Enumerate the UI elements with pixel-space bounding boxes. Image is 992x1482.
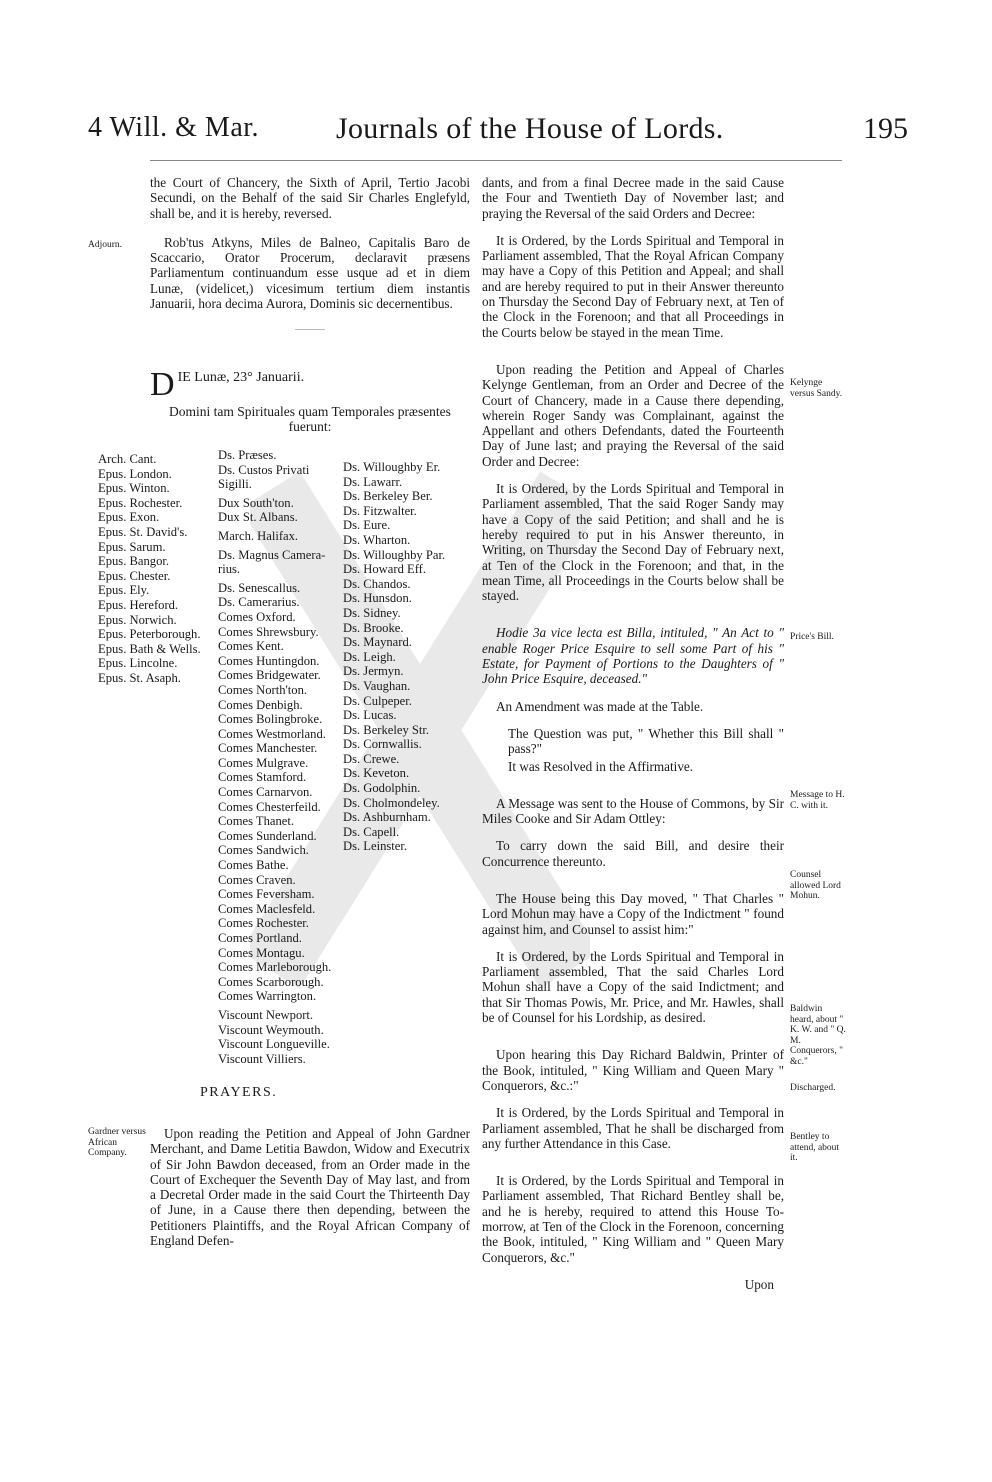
lord-name: Comes Oxford.: [218, 609, 296, 624]
lord-name: Epus. Exon.: [98, 510, 160, 525]
lord-name: March. Halifax.: [218, 528, 299, 543]
header-regnal-year: 4 Will. & Mar.: [88, 112, 260, 143]
lord-name: Epus. Bangor.: [98, 554, 170, 569]
lord-name: Viscount Newport.: [218, 1007, 314, 1022]
margin-note-bentley: Bentley to attend, about it.: [790, 1132, 840, 1163]
lord-name: Comes Stamford.: [218, 770, 307, 785]
lord-name: Epus. Hereford.: [98, 597, 179, 612]
lord-name: Ds. Brooke.: [343, 620, 404, 635]
lord-name: Ds. Wharton.: [343, 532, 411, 547]
lord-name: Sigilli.: [218, 477, 252, 492]
catchword: Upon: [744, 1276, 774, 1292]
lord-name: Ds. Willoughby Er.: [343, 460, 441, 474]
lord-name: Epus. Rochester.: [98, 495, 183, 510]
lord-name: Ds. Præses.: [218, 448, 277, 462]
lord-name: Comes Westmorland.: [218, 726, 326, 741]
lord-name: Comes Mulgrave.: [218, 755, 309, 770]
attendance-heading-line1: Domini tam Spirituales quam Temporales præsentes: [169, 403, 451, 419]
lord-name: Epus. Bath & Wells.: [98, 641, 201, 656]
right-p6: An Amendment was made at the Table.: [496, 698, 704, 714]
lord-name: Epus. Norwich.: [98, 612, 177, 627]
lord-name: Comes Montagu.: [218, 945, 305, 960]
lord-name: Epus. Ely.: [98, 583, 150, 598]
margin-note-adjourn: Adjourn.: [88, 240, 123, 250]
lord-name: Viscount Villiers.: [218, 1051, 306, 1066]
gardner-paragraph: Upon reading the Petition and Appeal of John Gardner Merchant, and Dame Letitia Bawdon, Widow and Executrix of Sir John Bawdon deceased, from an Order made in the Court of Exchequer the Seventh Day of May last, and from a Decretal Order made in the said Court the Thirteenth Day of June, in a Cause there then depending, between the Petitioners Plaintiffs, and the Royal African Company of England Defen-: [150, 1126, 470, 1249]
lord-name: Epus. Sarum.: [98, 539, 166, 554]
lord-name: Ds. Howard Eff.: [343, 562, 427, 577]
lord-name: Comes North'ton.: [218, 682, 308, 697]
lord-name: Ds. Lucas.: [343, 708, 397, 723]
lord-name: Ds. Crewe.: [343, 751, 400, 766]
lord-name: Ds. Senescallus.: [218, 580, 301, 595]
lords-list-temporal-1: [218, 448, 331, 1066]
opening-paragraph: the Court of Chancery, the Sixth of April, Tertio Jacobi Secundi, on the Behalf of the said Sir Charles Englefyld, shall be, and it is hereby, reversed.: [150, 175, 470, 221]
lord-name: Ds. Maynard.: [343, 635, 412, 650]
margin-note-discharged: Discharged.: [790, 1083, 836, 1093]
lord-name: rius.: [218, 562, 241, 577]
lord-name: Ds. Fitzwalter.: [343, 503, 417, 518]
lord-name: Comes Sunderland.: [218, 828, 317, 843]
margin-note-message: Message to H. C. with it.: [790, 790, 845, 811]
prayers-heading: PRAYERS.: [200, 1085, 278, 1100]
lord-name: Viscount Weymouth.: [218, 1022, 324, 1037]
right-p2: It is Ordered, by the Lords Spiritual and Temporal in Parliament assembled, That the Royal African Company may have a Copy of this Petition and Appeal; and shall and are hereby required to put in their Answer thereunto on Thursday the Second Day of February next, at Ten of the Clock in the Forenoon; and that all Proceedings in the Courts below be stayed in the mean Time.: [482, 232, 784, 340]
lord-name: Ds. Capell.: [343, 824, 400, 839]
lord-name: Viscount Longueville.: [218, 1037, 330, 1052]
lord-name: Ds. Godolphin.: [343, 781, 421, 796]
lord-name: Comes Feversham.: [218, 887, 315, 902]
lord-name: Comes Bolingbroke.: [218, 712, 323, 727]
right-p3: Upon reading the Petition and Appeal of Charles Kelynge Gentleman, from an Order and Decree of the Court of Chancery, made in a Cause there depending, wherein Roger Sandy was Complainant, against the Appellant and others Defendants, dated the Fourteenth Day of June last; and praying the Reversal of the said Order and Decree:: [482, 361, 784, 469]
header-title: Journals of the House of Lords.: [336, 112, 724, 145]
lord-name: Dux St. Albans.: [218, 510, 298, 525]
lord-name: Ds. Eure.: [343, 518, 391, 533]
lord-name: Ds. Cornwallis.: [343, 737, 422, 752]
lord-name: Comes Manchester.: [218, 741, 318, 756]
attendance-heading-line2: fuerunt:: [288, 418, 332, 434]
adjournment-paragraph: Rob'tus Atkyns, Miles de Balneo, Capitalis Baro de Scaccario, Orator Procerum, declaravit præsens Parliamentum continuandum esse usque ad et in diem Lunæ, (videlicet,) vicesimum tertium diem instantis Januarii, hora decima Aurora, Dominis sic decernentibus.: [150, 234, 470, 312]
lord-name: Ds. Magnus Camera-: [218, 547, 326, 562]
margin-note-price: Price's Bill.: [790, 632, 834, 642]
lord-name: Epus. St. Asaph.: [98, 670, 181, 685]
left-column: [150, 175, 470, 448]
lord-name: Ds. Jermyn.: [343, 664, 404, 679]
lord-name: Comes Huntingdon.: [218, 653, 320, 668]
lord-name: Comes Shrewsbury.: [218, 624, 319, 639]
lord-name: Ds. Berkeley Str.: [343, 722, 430, 737]
right-p14: It is Ordered, by the Lords Spiritual and Temporal in Parliament assembled, That he shall be discharged from any further Attendance in this Case.: [482, 1105, 784, 1151]
margin-note-baldwin: Baldwin heard, about " K. W. and " Q. M. Conquerors, " &c.": [790, 1004, 846, 1067]
lord-name: Ds. Berkeley Ber.: [343, 489, 433, 504]
right-p5: Hodie 3a vice lecta est Billa, intituled, " An Act to " enable Roger Price Esquire to sell some Part of his " Estate, for Payment of Portions to the Daughters of " John Price Esquire, deceased.": [482, 625, 784, 687]
lord-name: Ds. Lawarr.: [343, 474, 403, 489]
right-column: [482, 175, 784, 1304]
lord-name: Comes Thanet.: [218, 814, 295, 829]
lord-name: Comes Bridgewater.: [218, 668, 321, 683]
lord-name: Epus. Chester.: [98, 568, 171, 583]
lord-name: Ds. Custos Privati: [218, 462, 310, 477]
right-p13: Upon hearing this Day Richard Baldwin, Printer of the Book, intituled, " King William and Queen Mary " Conquerors, &c.:": [482, 1047, 784, 1093]
lord-name: Ds. Leigh.: [343, 649, 396, 664]
margin-note-kelynge: Kelynge versus Sandy.: [790, 378, 843, 399]
lord-name: Ds. Vaughan.: [343, 678, 411, 693]
lord-name: Comes Portland.: [218, 931, 302, 945]
lord-name: Comes Chesterfeild.: [218, 799, 321, 814]
right-p12: It is Ordered, by the Lords Spiritual and Temporal in Parliament assembled, That the said Charles Lord Mohun shall have a Copy of the said Indictment; and that Sir Thomas Powis, Mr. Price, and Mr. Hawles, shall be of Counsel for his Lordship, as desired.: [482, 948, 784, 1026]
lord-name: Ds. Chandos.: [343, 576, 411, 591]
lord-name: Dux South'ton.: [218, 495, 294, 510]
lord-name: Epus. St. David's.: [98, 524, 188, 539]
lord-name: Ds. Culpeper.: [343, 693, 412, 708]
lord-name: Ds. Hunsdon.: [343, 591, 412, 606]
right-p9: A Message was sent to the House of Commons, by Sir Miles Cooke and Sir Adam Ottley:: [482, 795, 784, 827]
margin-note-gardner: Gardner versus African Company.: [88, 1127, 146, 1158]
lord-name: Comes Warrington.: [218, 989, 317, 1004]
header-rule: [150, 160, 842, 161]
right-p15: It is Ordered, by the Lords Spiritual and Temporal in Parliament assembled, That Richard Bentley shall be, and he is hereby, required to attend this House To-morrow, at Ten of the Clock in the Forenoon, concerning the Book, intituled, " King William and " Queen Mary Conquerors, &c.": [482, 1173, 784, 1265]
page-header: [88, 112, 908, 162]
session-date: IE Lunæ, 23° Januarii.: [177, 370, 305, 386]
lord-name: Epus. Winton.: [98, 481, 170, 496]
right-p10: To carry down the said Bill, and desire their Concurrence thereunto.: [482, 838, 784, 869]
drop-cap: D: [150, 366, 175, 404]
lord-name: Comes Carnarvon.: [218, 785, 313, 800]
lord-name: Arch. Cant.: [98, 452, 157, 466]
lord-name: Epus. London.: [98, 466, 172, 481]
right-p8: It was Resolved in the Affirmative.: [508, 758, 694, 774]
right-p4: It is Ordered, by the Lords Spiritual and Temporal in Parliament assembled, That the said Roger Sandy may have a Copy of the said Petition; and shall and he is hereby required to put in his Answer thereunto, in Writing, on Thursday the Second Day of February next, at Ten of the Clock in the Forenoon; and that, in the mean Time, all Proceedings in the Courts below shall be stayed.: [482, 481, 784, 604]
lord-name: Epus. Lincolne.: [98, 656, 178, 671]
lord-name: Comes Bathe.: [218, 858, 289, 873]
lords-list-spiritual: [98, 452, 201, 686]
lords-list-temporal-2: [343, 460, 445, 854]
right-p11: The House being this Day moved, " That Charles " Lord Mohun may have a Copy of the Indictment " found against him, and Counsel to assist him:": [482, 890, 784, 937]
page-number: 195: [863, 112, 908, 145]
lord-name: Comes Maclesfeld.: [218, 901, 316, 916]
attendance-heading: [150, 404, 470, 434]
lord-name: Ds. Cholmondeley.: [343, 795, 440, 810]
lord-name: Ds. Ashburnham.: [343, 810, 431, 825]
right-p1: dants, and from a final Decree made in the said Cause the Four and Twentieth Day of November last; and praying the Reversal of the said Orders and Decree:: [482, 175, 784, 221]
lord-name: Comes Marleborough.: [218, 960, 332, 975]
lord-name: Ds. Keveton.: [343, 766, 410, 781]
lord-name: Comes Denbigh.: [218, 697, 303, 712]
gardner-column-block: [150, 1126, 470, 1260]
session-date-heading: [150, 366, 470, 404]
lord-name: Ds. Camerarius.: [218, 595, 300, 610]
lord-name: Comes Rochester.: [218, 916, 309, 931]
margin-note-counsel: Counsel allowed Lord Mohun.: [790, 870, 841, 901]
lord-name: Comes Kent.: [218, 639, 284, 654]
lord-name: Ds. Willoughby Par.: [343, 547, 446, 562]
lord-name: Comes Sandwich.: [218, 843, 309, 858]
lord-name: Ds. Leinster.: [343, 839, 408, 854]
lord-name: Ds. Sidney.: [343, 605, 401, 620]
lord-name: Comes Scarborough.: [218, 974, 324, 989]
lord-name: Comes Craven.: [218, 872, 296, 887]
section-divider: [295, 329, 325, 330]
lord-name: Epus. Peterborough.: [98, 627, 201, 642]
right-p7: The Question was put, " Whether this Bill shall " pass?": [508, 725, 784, 757]
